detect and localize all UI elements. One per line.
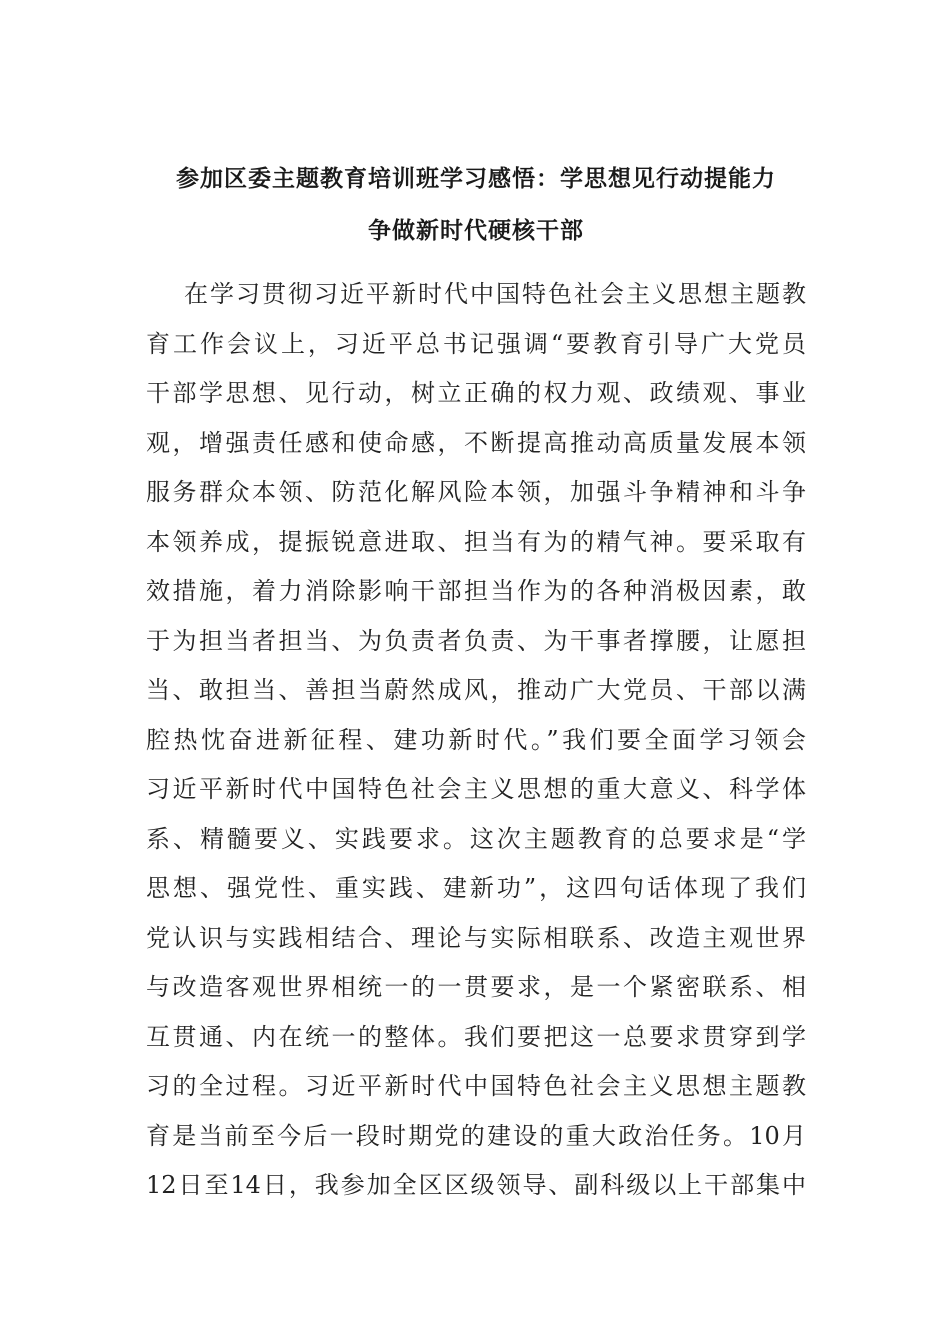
- body-line: 效措施，着力消除影响干部担当作为的各种消极因素，敢: [146, 577, 806, 605]
- body-line: 思想、强党性、重实践、建新功”，这四句话体现了我们: [146, 874, 806, 902]
- body-line: 本领养成，提振锐意进取、担当有为的精气神。要采取有: [146, 527, 806, 556]
- body-line: 与改造客观世界相统一的一贯要求，是一个紧密联系、相: [146, 973, 806, 1001]
- body-line: 党认识与实践相结合、理论与实际相联系、改造主观世界: [146, 923, 806, 952]
- body-line: 互贯通、内在统一的整体。我们要把这一总要求贯穿到学: [146, 1022, 806, 1051]
- body-line: 腔热忱奋进新征程、建功新时代。”我们要全面学习领会: [146, 725, 806, 754]
- body-line: 服务群众本领、防范化解风险本领，加强斗争精神和斗争: [146, 478, 806, 506]
- body-line: 于为担当者担当、为负责者负责、为干事者撑腰，让愿担: [146, 626, 806, 655]
- body-line: 育是当前至今后一段时期党的建设的重大政治任务。10月: [146, 1121, 806, 1150]
- body-line: 系、精髓要义、实践要求。这次主题教育的总要求是“学: [146, 824, 806, 853]
- document-title-line-1: 参加区委主题教育培训班学习感悟：学思想见行动提能力: [176, 165, 776, 192]
- body-line: 习近平新时代中国特色社会主义思想的重大意义、科学体: [146, 775, 806, 803]
- body-line: 当、敢担当、善担当蔚然成风，推动广大党员、干部以满: [146, 676, 806, 704]
- body-line: 观，增强责任感和使命感，不断提高推动高质量发展本领: [146, 428, 806, 457]
- body-line: 育工作会议上，习近平总书记强调“要教育引导广大党员: [146, 329, 806, 358]
- body-line: 12日至14日，我参加全区区级领导、副科级以上干部集中: [146, 1171, 806, 1199]
- document-body: [146, 270, 806, 1211]
- document-title-line-2: 争做新时代硬核干部: [368, 217, 584, 244]
- body-line: 习的全过程。习近平新时代中国特色社会主义思想主题教: [146, 1072, 806, 1100]
- body-line: 干部学思想、见行动，树立正确的权力观、政绩观、事业: [146, 379, 806, 407]
- body-line: 在学习贯彻习近平新时代中国特色社会主义思想主题教: [184, 280, 806, 308]
